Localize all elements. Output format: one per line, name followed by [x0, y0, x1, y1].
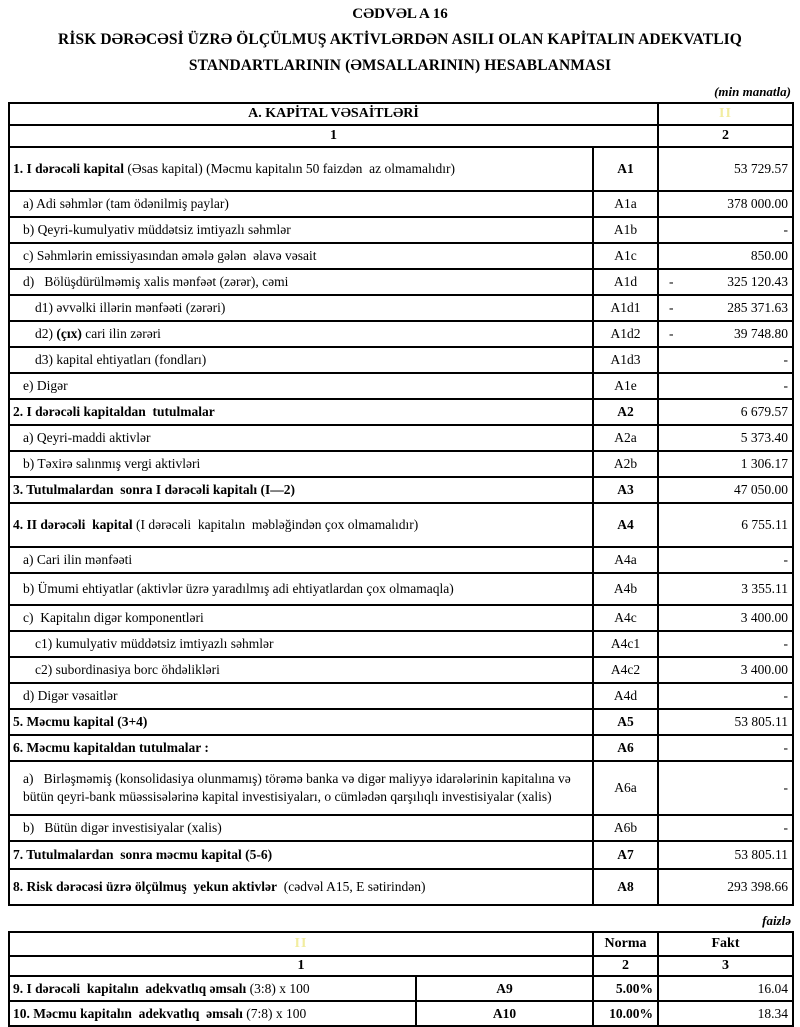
row-code: A1b [593, 217, 658, 243]
row-value [658, 547, 793, 573]
label-text: 5. Məcmu kapital (3+4) [13, 714, 148, 730]
table-row [9, 573, 793, 605]
label-text: d3) kapital ehtiyatları (fondları) [35, 352, 207, 368]
row-label [9, 243, 593, 269]
row-code: A5 [593, 709, 658, 735]
value-number: 47 050.00 [734, 482, 788, 498]
label-text: d) Digər vəsaitlər [23, 688, 118, 704]
table-row [9, 399, 793, 425]
table-row [9, 1001, 793, 1026]
row-label [9, 1001, 416, 1026]
label-text: 1. I dərəcəli kapital [13, 161, 124, 177]
value-number: 3 355.11 [741, 581, 788, 597]
row-value [658, 477, 793, 503]
row-code: A4c2 [593, 657, 658, 683]
label-text: b) Təxirə salınmış vergi aktivləri [23, 456, 201, 472]
label-text: (7:8) x 100 [242, 1005, 307, 1021]
row-label [9, 217, 593, 243]
row-value [658, 657, 793, 683]
table-row [9, 217, 793, 243]
table-row [9, 147, 793, 191]
row-label [9, 477, 593, 503]
table-row [9, 735, 793, 761]
table-row [9, 761, 793, 815]
row-value [658, 631, 793, 657]
row-code: A4c [593, 605, 658, 631]
value-number: 5 373.40 [740, 430, 788, 446]
table-row [9, 477, 793, 503]
row-label [9, 735, 593, 761]
table-number-label: CƏDVƏL A 16 [352, 6, 448, 22]
table-row [9, 243, 793, 269]
row-label [9, 295, 593, 321]
table-row [9, 815, 793, 841]
column-number-3: 3 [658, 956, 793, 976]
value-number: 1 306.17 [740, 456, 788, 472]
column-number-2: 2 [658, 125, 793, 147]
row-label [9, 657, 593, 683]
capital-table [8, 102, 794, 906]
value-number: 53 729.57 [734, 161, 788, 177]
label-text: 9. I dərəcəli kapitalın adekvatlıq əmsalı [13, 980, 247, 996]
row-norma-value: 5.00% [593, 976, 658, 1001]
value-number: - [783, 222, 788, 238]
row-value [658, 841, 793, 869]
label-text: cari ilin zərəri [81, 326, 161, 342]
row-code: A6a [593, 761, 658, 815]
row-fakt-value: 18.34 [658, 1001, 793, 1026]
row-label [9, 321, 593, 347]
row-value [658, 869, 793, 905]
row-code: A8 [593, 869, 658, 905]
table-row [9, 657, 793, 683]
value-number: - [783, 740, 788, 756]
row-code: A10 [416, 1001, 593, 1026]
table-row [9, 451, 793, 477]
row-code: A3 [593, 477, 658, 503]
row-label [9, 503, 593, 547]
row-label [9, 573, 593, 605]
label-text: 3. Tutulmalardan sonra I dərəcəli kapitalı (I—2) [13, 482, 296, 498]
corner-mark: II [719, 106, 732, 122]
table-row [9, 191, 793, 217]
table-row [9, 709, 793, 735]
value-number: 3 400.00 [740, 662, 788, 678]
row-label [9, 547, 593, 573]
label-text: 6. Məcmu kapitaldan tutulmalar : [13, 740, 209, 756]
row-label [9, 269, 593, 295]
row-label [9, 976, 416, 1001]
row-value [658, 217, 793, 243]
value-number: 53 805.11 [734, 714, 788, 730]
row-code: A1d [593, 269, 658, 295]
row-code: A2a [593, 425, 658, 451]
table-row [9, 321, 793, 347]
row-value [658, 503, 793, 547]
table-row [9, 631, 793, 657]
row-code: A1d1 [593, 295, 658, 321]
row-value [658, 373, 793, 399]
row-value [658, 709, 793, 735]
value-number: 293 398.66 [727, 879, 788, 895]
unit-note-top: (min manatla) [714, 84, 791, 100]
label-text: (çıx) [56, 326, 82, 342]
label-text: (cədvəl A15, E sətirindən) [276, 879, 426, 895]
unit-note-bottom: faizlə [762, 913, 791, 929]
table-row [9, 295, 793, 321]
row-value [658, 735, 793, 761]
column-number-1: 1 [9, 125, 658, 147]
value-number: - [783, 688, 788, 704]
value-number: 850.00 [750, 248, 788, 264]
table-row [9, 503, 793, 547]
value-number: 3 400.00 [740, 610, 788, 626]
label-text: b) Ümumi ehtiyatlar (aktivlər üzrə yaradılmış adi ehtiyatlardan çox olmamaqla) [23, 581, 454, 597]
value-number: 285 371.63 [727, 300, 788, 316]
row-code: A1e [593, 373, 658, 399]
table-row [9, 347, 793, 373]
label-text: 8. Risk dərəcəsi üzrə ölçülmuş yekun aktivlər [13, 879, 277, 895]
label-text: 7. Tutulmalardan sonra məcmu kapital (5-6) [13, 847, 273, 863]
row-value [658, 321, 793, 347]
row-label [9, 709, 593, 735]
row-norma-value: 10.00% [593, 1001, 658, 1026]
title-line-1: RİSK DƏRƏCƏSİ ÜZRƏ ÖLÇÜLMUŞ AKTİVLƏRDƏN ASILI OLAN KAPİTALIN ADEKVATLIQ [58, 31, 742, 48]
value-number: - [783, 378, 788, 394]
label-text: 2. I dərəcəli kapitaldan tutulmalar [13, 404, 215, 420]
row-value [658, 347, 793, 373]
ratio-table [8, 931, 794, 1027]
row-label [9, 631, 593, 657]
row-code: A7 [593, 841, 658, 869]
capital-table-header-row [9, 103, 793, 125]
ratio-table-numbering-row [9, 956, 793, 976]
row-value [658, 425, 793, 451]
label-text: (3:8) x 100 [246, 980, 310, 996]
row-label [9, 605, 593, 631]
row-value [658, 399, 793, 425]
table-row [9, 547, 793, 573]
row-value [658, 191, 793, 217]
label-text: 4. II dərəcəli kapital [13, 517, 133, 533]
value-number: - [783, 820, 788, 836]
table-row [9, 976, 793, 1001]
label-text: d2) [35, 326, 57, 342]
table-row [9, 425, 793, 451]
value-number: 6 755.11 [741, 517, 788, 533]
label-text: a) Cari ilin mənfəəti [23, 552, 133, 568]
row-code: A4d [593, 683, 658, 709]
row-value [658, 815, 793, 841]
table-row [9, 869, 793, 905]
label-text: 10. Məcmu kapitalın adekvatlıq əmsalı [13, 1005, 243, 1021]
label-text: (Əsas kapital) (Məcmu kapitalın 50 faizdən az olmamalıdır) [124, 161, 456, 177]
value-number: 378 000.00 [727, 196, 788, 212]
row-label [9, 373, 593, 399]
row-code: A1a [593, 191, 658, 217]
label-text: c) Kapitalın digər komponentləri [23, 610, 204, 626]
row-value [658, 243, 793, 269]
row-fakt-value: 16.04 [658, 976, 793, 1001]
norma-column-header: Norma [593, 932, 658, 956]
row-label [9, 683, 593, 709]
label-text: b) Bütün digər investisiyalar (xalis) [23, 820, 222, 836]
row-value [658, 295, 793, 321]
table-row [9, 841, 793, 869]
label-text: d1) əvvəlki illərin mənfəəti (zərəri) [35, 300, 226, 316]
label-text: a) Qeyri-maddi aktivlər [23, 430, 151, 446]
row-code: A4c1 [593, 631, 658, 657]
value-number: 39 748.80 [734, 326, 788, 342]
table-row [9, 605, 793, 631]
minus-sign: - [669, 274, 674, 290]
row-label [9, 347, 593, 373]
value-number: - [783, 636, 788, 652]
row-label [9, 425, 593, 451]
row-value [658, 269, 793, 295]
capital-table-numbering-row [9, 125, 793, 147]
row-label [9, 191, 593, 217]
label-text: c) Səhmlərin emissiyasından əmələ gələn əlavə vəsait [23, 248, 317, 264]
row-label [9, 869, 593, 905]
row-value [658, 147, 793, 191]
row-value [658, 605, 793, 631]
table-row [9, 683, 793, 709]
row-label [9, 815, 593, 841]
row-code: A4 [593, 503, 658, 547]
ratio-table-header-row [9, 932, 793, 956]
label-text: c1) kumulyativ müddətsiz imtiyazlı səhmlər [35, 636, 274, 652]
row-code: A2 [593, 399, 658, 425]
minus-sign: - [669, 300, 674, 316]
row-value [658, 761, 793, 815]
table-row [9, 269, 793, 295]
label-text: a) Adi səhmlər (tam ödənilmiş paylar) [23, 196, 229, 212]
label-text: b) Qeyri-kumulyativ müddətsiz imtiyazlı səhmlər [23, 222, 291, 238]
row-value [658, 451, 793, 477]
row-code: A1d3 [593, 347, 658, 373]
row-label [9, 841, 593, 869]
row-code: A6 [593, 735, 658, 761]
row-code: A2b [593, 451, 658, 477]
value-number: - [783, 352, 788, 368]
fakt-column-header: Fakt [658, 932, 793, 956]
column-number-1: 1 [9, 956, 593, 976]
label-text: e) Digər [23, 378, 68, 394]
value-number: 325 120.43 [727, 274, 788, 290]
row-label [9, 399, 593, 425]
row-code: A1d2 [593, 321, 658, 347]
corner-mark: II [294, 936, 308, 952]
label-text: a) Birləşməmiş (konsolidasiya olunmamış) törəmə banka və digər maliyyə idarələrinin kapitalına və bütün qeyri-bank müəssisələrinə kapital investisiyaları, o cümlədən qarşılıqlı investisiyalar (xalis) [23, 771, 575, 805]
row-code: A4b [593, 573, 658, 605]
value-number: 6 679.57 [740, 404, 788, 420]
row-label [9, 147, 593, 191]
label-text: (I dərəcəli kapitalın məbləğindən çox olmamalıdır) [132, 517, 419, 533]
table-row [9, 373, 793, 399]
row-label [9, 761, 593, 815]
value-number: - [783, 780, 788, 796]
value-number: - [783, 552, 788, 568]
section-header: A. KAPİTAL VƏSAİTLƏRİ [9, 103, 658, 125]
row-value [658, 683, 793, 709]
row-code: A6b [593, 815, 658, 841]
document-title [8, 27, 792, 79]
row-label [9, 451, 593, 477]
row-code: A1c [593, 243, 658, 269]
column-number-2: 2 [593, 956, 658, 976]
corner-cell [658, 103, 793, 125]
corner-cell [9, 932, 593, 956]
row-value [658, 573, 793, 605]
row-code: A4a [593, 547, 658, 573]
title-line-2: STANDARTLARININ (ƏMSALLARININ) HESABLANMASI [188, 57, 612, 75]
label-text: c2) subordinasiya borc öhdəlikləri [35, 662, 220, 678]
minus-sign: - [669, 326, 674, 342]
label-text: d) Bölüşdürülməmiş xalis mənfəət (zərər), cəmi [23, 274, 289, 290]
row-code: A9 [416, 976, 593, 1001]
value-number: 53 805.11 [734, 847, 788, 863]
row-code: A1 [593, 147, 658, 191]
